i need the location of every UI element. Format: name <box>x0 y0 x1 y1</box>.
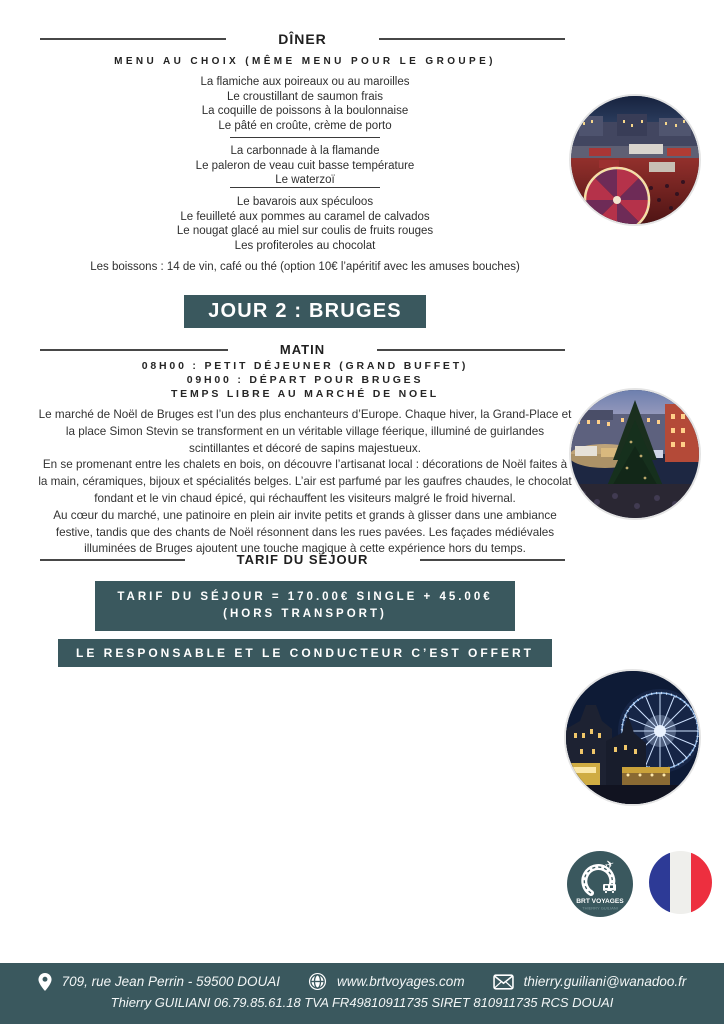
schedule-item: 08H00 : PETIT DÉJEUNER (GRAND BUFFET) <box>141 360 469 372</box>
tarif-heading <box>40 552 565 567</box>
menu-item: La coquille de poissons à la boulonnaise <box>201 105 409 117</box>
menu-item: Le feuilleté aux pommes au caramel de calvados <box>180 210 430 223</box>
footer-bar <box>0 963 724 1024</box>
photo-illustration <box>571 390 699 518</box>
location-pin-icon <box>38 973 52 991</box>
heading-rule-left <box>40 349 228 351</box>
photo-illustration <box>566 671 699 804</box>
heading-rule-left <box>40 559 185 561</box>
schedule-item: TEMPS LIBRE AU MARCHÉ DE NOEL <box>170 387 440 400</box>
footer-email: thierry.guiliani@wanadoo.fr <box>523 974 687 989</box>
photo-illustration <box>571 96 699 224</box>
heading-rule-left <box>40 38 226 40</box>
menu-item: Le nougat glacé au miel sur coulis de fruits rouges <box>176 225 434 237</box>
menu-item: Le paleron de veau cuit basse température <box>195 159 415 172</box>
morning-schedule <box>0 360 610 401</box>
bruges-description <box>38 407 572 558</box>
tarif-title: TARIF DU SÉJOUR <box>236 552 369 567</box>
drinks-note: Les boissons : 14 de vin, café ou thé (option 10€ l’apéritif avec les amuses bouches) <box>90 261 520 273</box>
matin-heading <box>40 342 565 357</box>
description-paragraph: Au cœur du marché, une patinoire en plein air invite petits et grands à glisser dans une ambiance festive, tandis que des chants de Noël résonnent dans les rues pavées. Les façades médiévales illuminées de Bruges ajoutent une touche magique à cette expérience hors du temps. <box>53 508 557 556</box>
description-paragraph: Le marché de Noël de Bruges est l’un des plus enchanteurs d’Europe. Chaque hiver, la Grand-Place et la place Simon Stevin se transforment en un véritable village féerique, illuminé de guirlandes scintillantes et décoré de sapins majestueux. <box>38 408 572 455</box>
tarif-banner <box>95 581 514 631</box>
offer-banner: LE RESPONSABLE ET LE CONDUCTEUR C’EST OFFERT <box>58 639 552 667</box>
heading-rule-right <box>420 559 565 561</box>
course-divider <box>230 187 380 188</box>
photo-christmas-market-aerial <box>569 94 701 226</box>
menu-item: La carbonnade à la flamande <box>230 145 380 157</box>
menu-item: Le waterzoï <box>275 174 335 186</box>
matin-title: MATIN <box>279 342 326 357</box>
menu-item: Les profiteroles au chocolat <box>234 239 376 252</box>
description-paragraph: En se promenant entre les chalets en bois, on découvre l’artisanat local : décorations de Noël faites à la main, céramiques, bijoux et spécialités belges. L’air est parfumé par les gaufres chaudes, le chocolat fondant et le vin chaud épicé, qui réchauffent les visiteurs malgré le froid hivernal. <box>38 458 572 505</box>
diner-heading <box>40 31 565 47</box>
menu-subtitle: MENU AU CHOIX (MÊME MENU POUR LE GROUPE) <box>114 56 496 67</box>
envelope-icon <box>493 974 514 990</box>
brt-voyages-logo <box>567 851 633 917</box>
diner-title: DÎNER <box>278 31 327 47</box>
course-divider <box>230 137 380 138</box>
day2-banner: JOUR 2 : BRUGES <box>184 295 426 328</box>
photo-ferris-wheel-night <box>564 669 701 806</box>
french-flag-roundel <box>649 851 712 914</box>
footer-website: www.brtvoyages.com <box>337 974 465 989</box>
logo-brand-text: BRT VOYAGES <box>576 898 624 905</box>
menu-item: Le pâté en croûte, crème de porto <box>218 119 392 132</box>
heading-rule-right <box>379 38 565 40</box>
photo-bruges-tree-market <box>569 388 701 520</box>
menu-course-desserts <box>0 195 610 253</box>
schedule-item: 09H00 : DÉPART POUR BRUGES <box>186 373 424 386</box>
menu-item: La flamiche aux poireaux ou au maroilles <box>200 76 410 88</box>
footer-legal: Thierry GUILIANI 06.79.85.61.18 TVA FR49810911735 SIRET 810911735 RCS DOUAI <box>110 995 614 1010</box>
brt-logo-graphic <box>567 851 633 917</box>
footer-contact-row <box>0 972 724 991</box>
footer-address: 709, rue Jean Perrin - 59500 DOUAI <box>61 974 281 989</box>
menu-item: Le croustillant de saumon frais <box>227 90 383 103</box>
globe-icon <box>308 972 327 991</box>
tarif-banner-line1: TARIF DU SÉJOUR = 170.00€ SINGLE + 45.00€ <box>117 591 493 603</box>
menu-course-plats <box>0 144 610 188</box>
logo-subbrand-text: THIERRY GUILIANI <box>582 905 618 911</box>
menu-course-entrees <box>0 75 610 133</box>
svg-text:✈: ✈ <box>603 858 617 873</box>
tarif-banner-line2: (HORS TRANSPORT) <box>223 608 387 620</box>
menu-item: Le bavarois aux spéculoos <box>236 196 374 208</box>
heading-rule-right <box>377 349 565 351</box>
flag-graphic <box>649 851 712 914</box>
